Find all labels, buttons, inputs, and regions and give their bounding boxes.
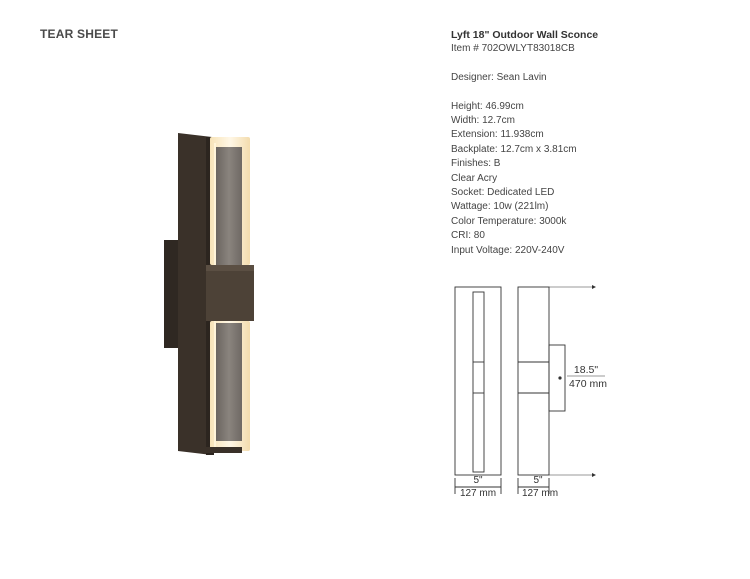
front-view-outline [455, 287, 501, 475]
product-designer: Designer: Sean Lavin [451, 71, 547, 83]
spec-backplate: Backplate: 12.7cm x 3.81cm [451, 143, 577, 155]
product-photo [150, 125, 265, 460]
side-width-inches: 5" [533, 475, 543, 486]
side-width-mm: 127 mm [521, 488, 559, 499]
side-view-backplate [549, 345, 565, 411]
spec-extension: Extension: 11.938cm [451, 129, 544, 141]
height-dimension-mm: 470 mm [569, 378, 607, 390]
front-width-inches: 5" [473, 475, 483, 486]
sconce-backplate [164, 240, 180, 348]
product-title: Lyft 18" Outdoor Wall Sconce [451, 29, 599, 41]
tear-sheet-label: TEAR SHEET [40, 27, 119, 41]
spec-finishes: Finishes: B [451, 158, 501, 170]
sconce-base [206, 447, 242, 453]
spec-wattage: Wattage: 10w (221lm) [451, 201, 549, 213]
dimension-drawing [440, 282, 620, 502]
front-width-mm: 127 mm [459, 488, 497, 499]
spec-lens: Clear Acry [451, 172, 498, 184]
product-info [451, 28, 731, 258]
height-dimension-inches: 18.5" [573, 364, 599, 376]
sconce-middle-cap [206, 265, 254, 321]
spec-height: Height: 46.99cm [451, 100, 524, 112]
side-view-outline [518, 287, 549, 475]
product-item-number: Item # 702OWLYT83018CB [451, 43, 575, 54]
spec-cri: CRI: 80 [451, 230, 485, 242]
spec-width: Width: 12.7cm [451, 115, 515, 126]
spec-socket: Socket: Dedicated LED [451, 187, 555, 199]
spec-input-voltage: Input Voltage: 220V-240V [451, 244, 565, 256]
spec-color-temperature: Color Temperature: 3000k [451, 215, 567, 227]
